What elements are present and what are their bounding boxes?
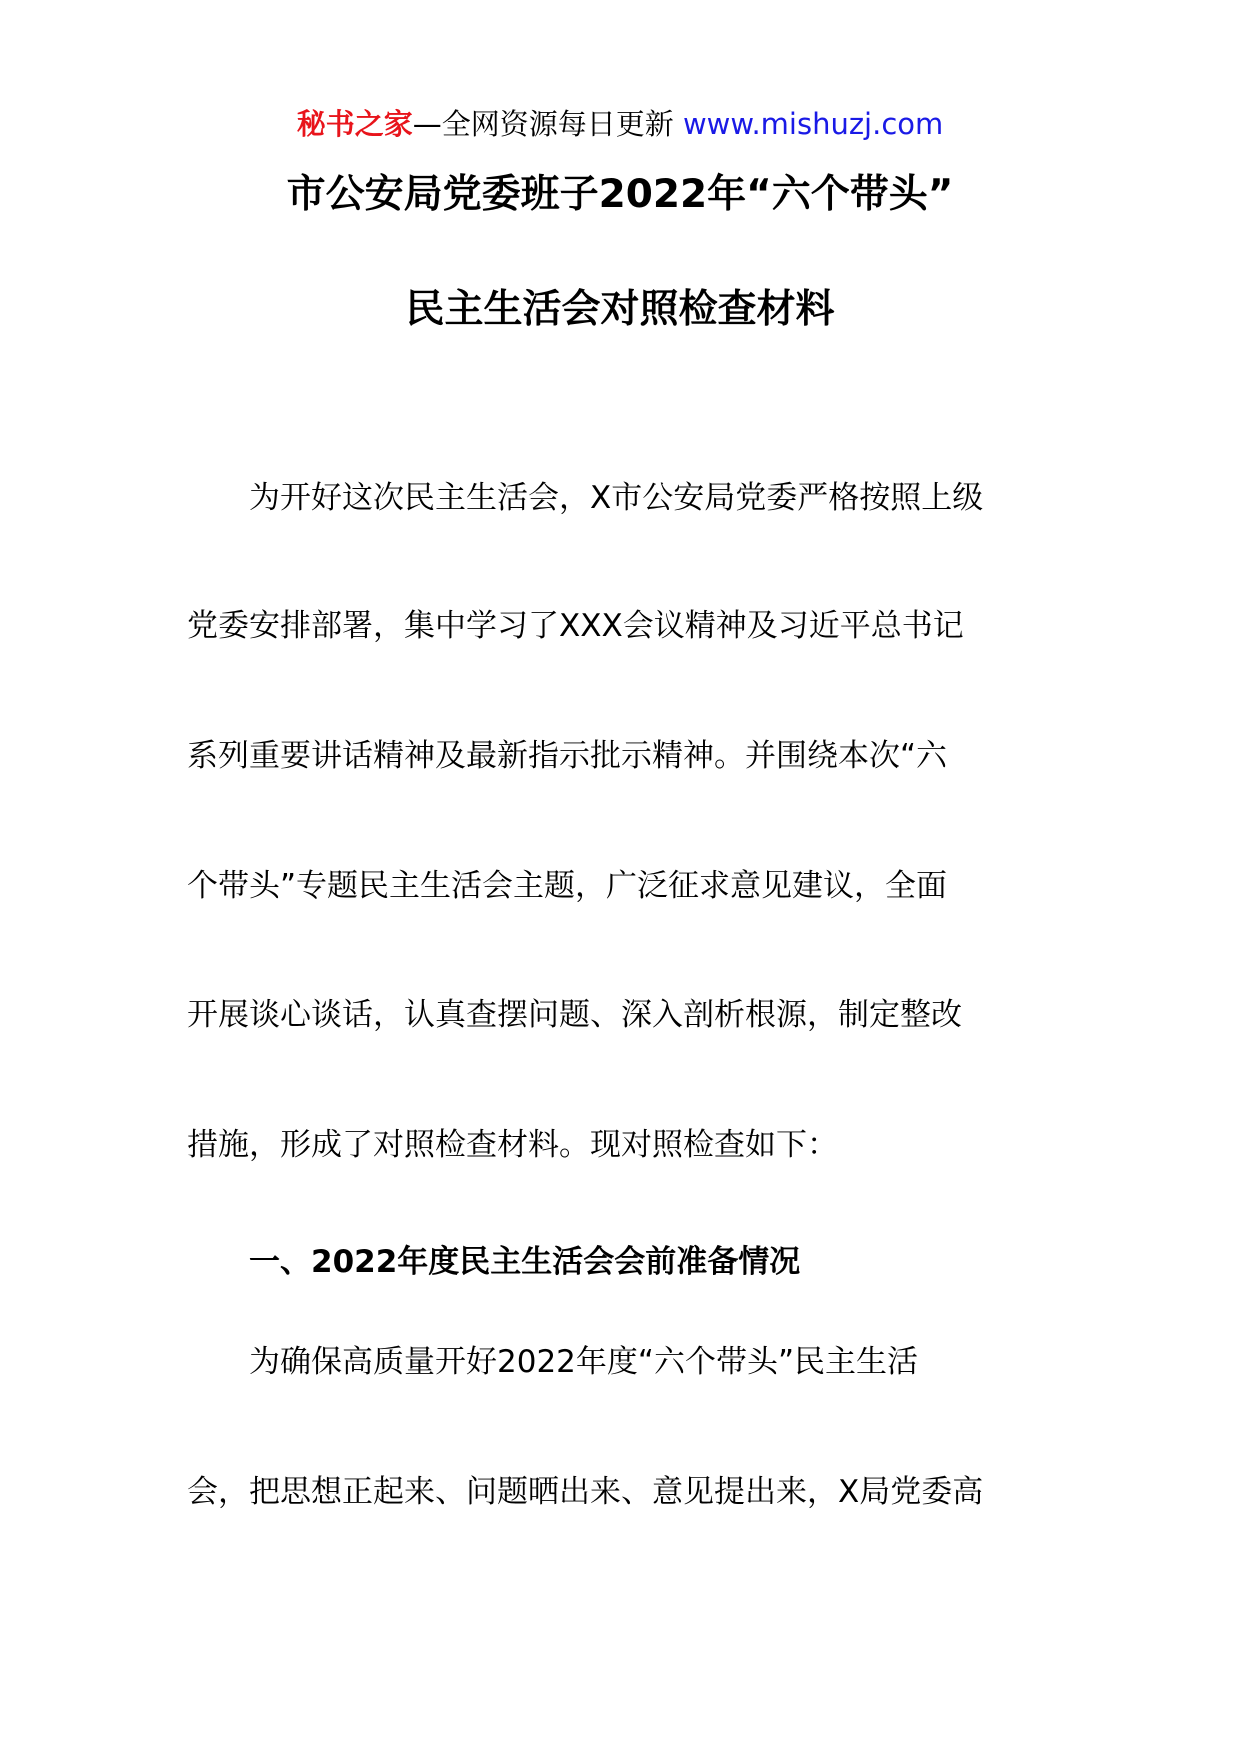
document-title-line-2: 民主生活会对照检查材料 [405, 287, 835, 332]
body-text-line: 开展谈心谈话，认真查摆问题、深入剖析根源，制定整改 [187, 997, 962, 1033]
body-text-line: 个带头”专题民主生活会主题，广泛征求意见建议，全面 [187, 868, 948, 904]
body-text-line: 为确保高质量开好2022年度“六个带头”民主生活 [187, 1344, 919, 1380]
body-text-line: 为开好这次民主生活会，X市公安局党委严格按照上级 [187, 480, 984, 516]
body-text-line: 措施，形成了对照检查材料。现对照检查如下： [187, 1127, 838, 1163]
section-heading: 一、2022年度民主生活会会前准备情况 [187, 1244, 801, 1280]
site-tagline: —全网资源每日更新 [412, 107, 674, 141]
body-text-line: 党委安排部署，集中学习了XXX会议精神及习近平总书记 [187, 608, 964, 644]
body-text-line: 系列重要讲话精神及最新指示批示精神。并围绕本次“六 [187, 738, 948, 774]
document-title-line-1: 市公安局党委班子2022年“六个带头” [286, 172, 954, 217]
site-header [0, 104, 1240, 144]
site-brand: 秘书之家 [296, 107, 413, 141]
body-text-line: 会，把思想正起来、问题晒出来、意见提出来，X局党委高 [187, 1474, 984, 1510]
site-url-link[interactable]: www.mishuzj.com [682, 107, 944, 141]
